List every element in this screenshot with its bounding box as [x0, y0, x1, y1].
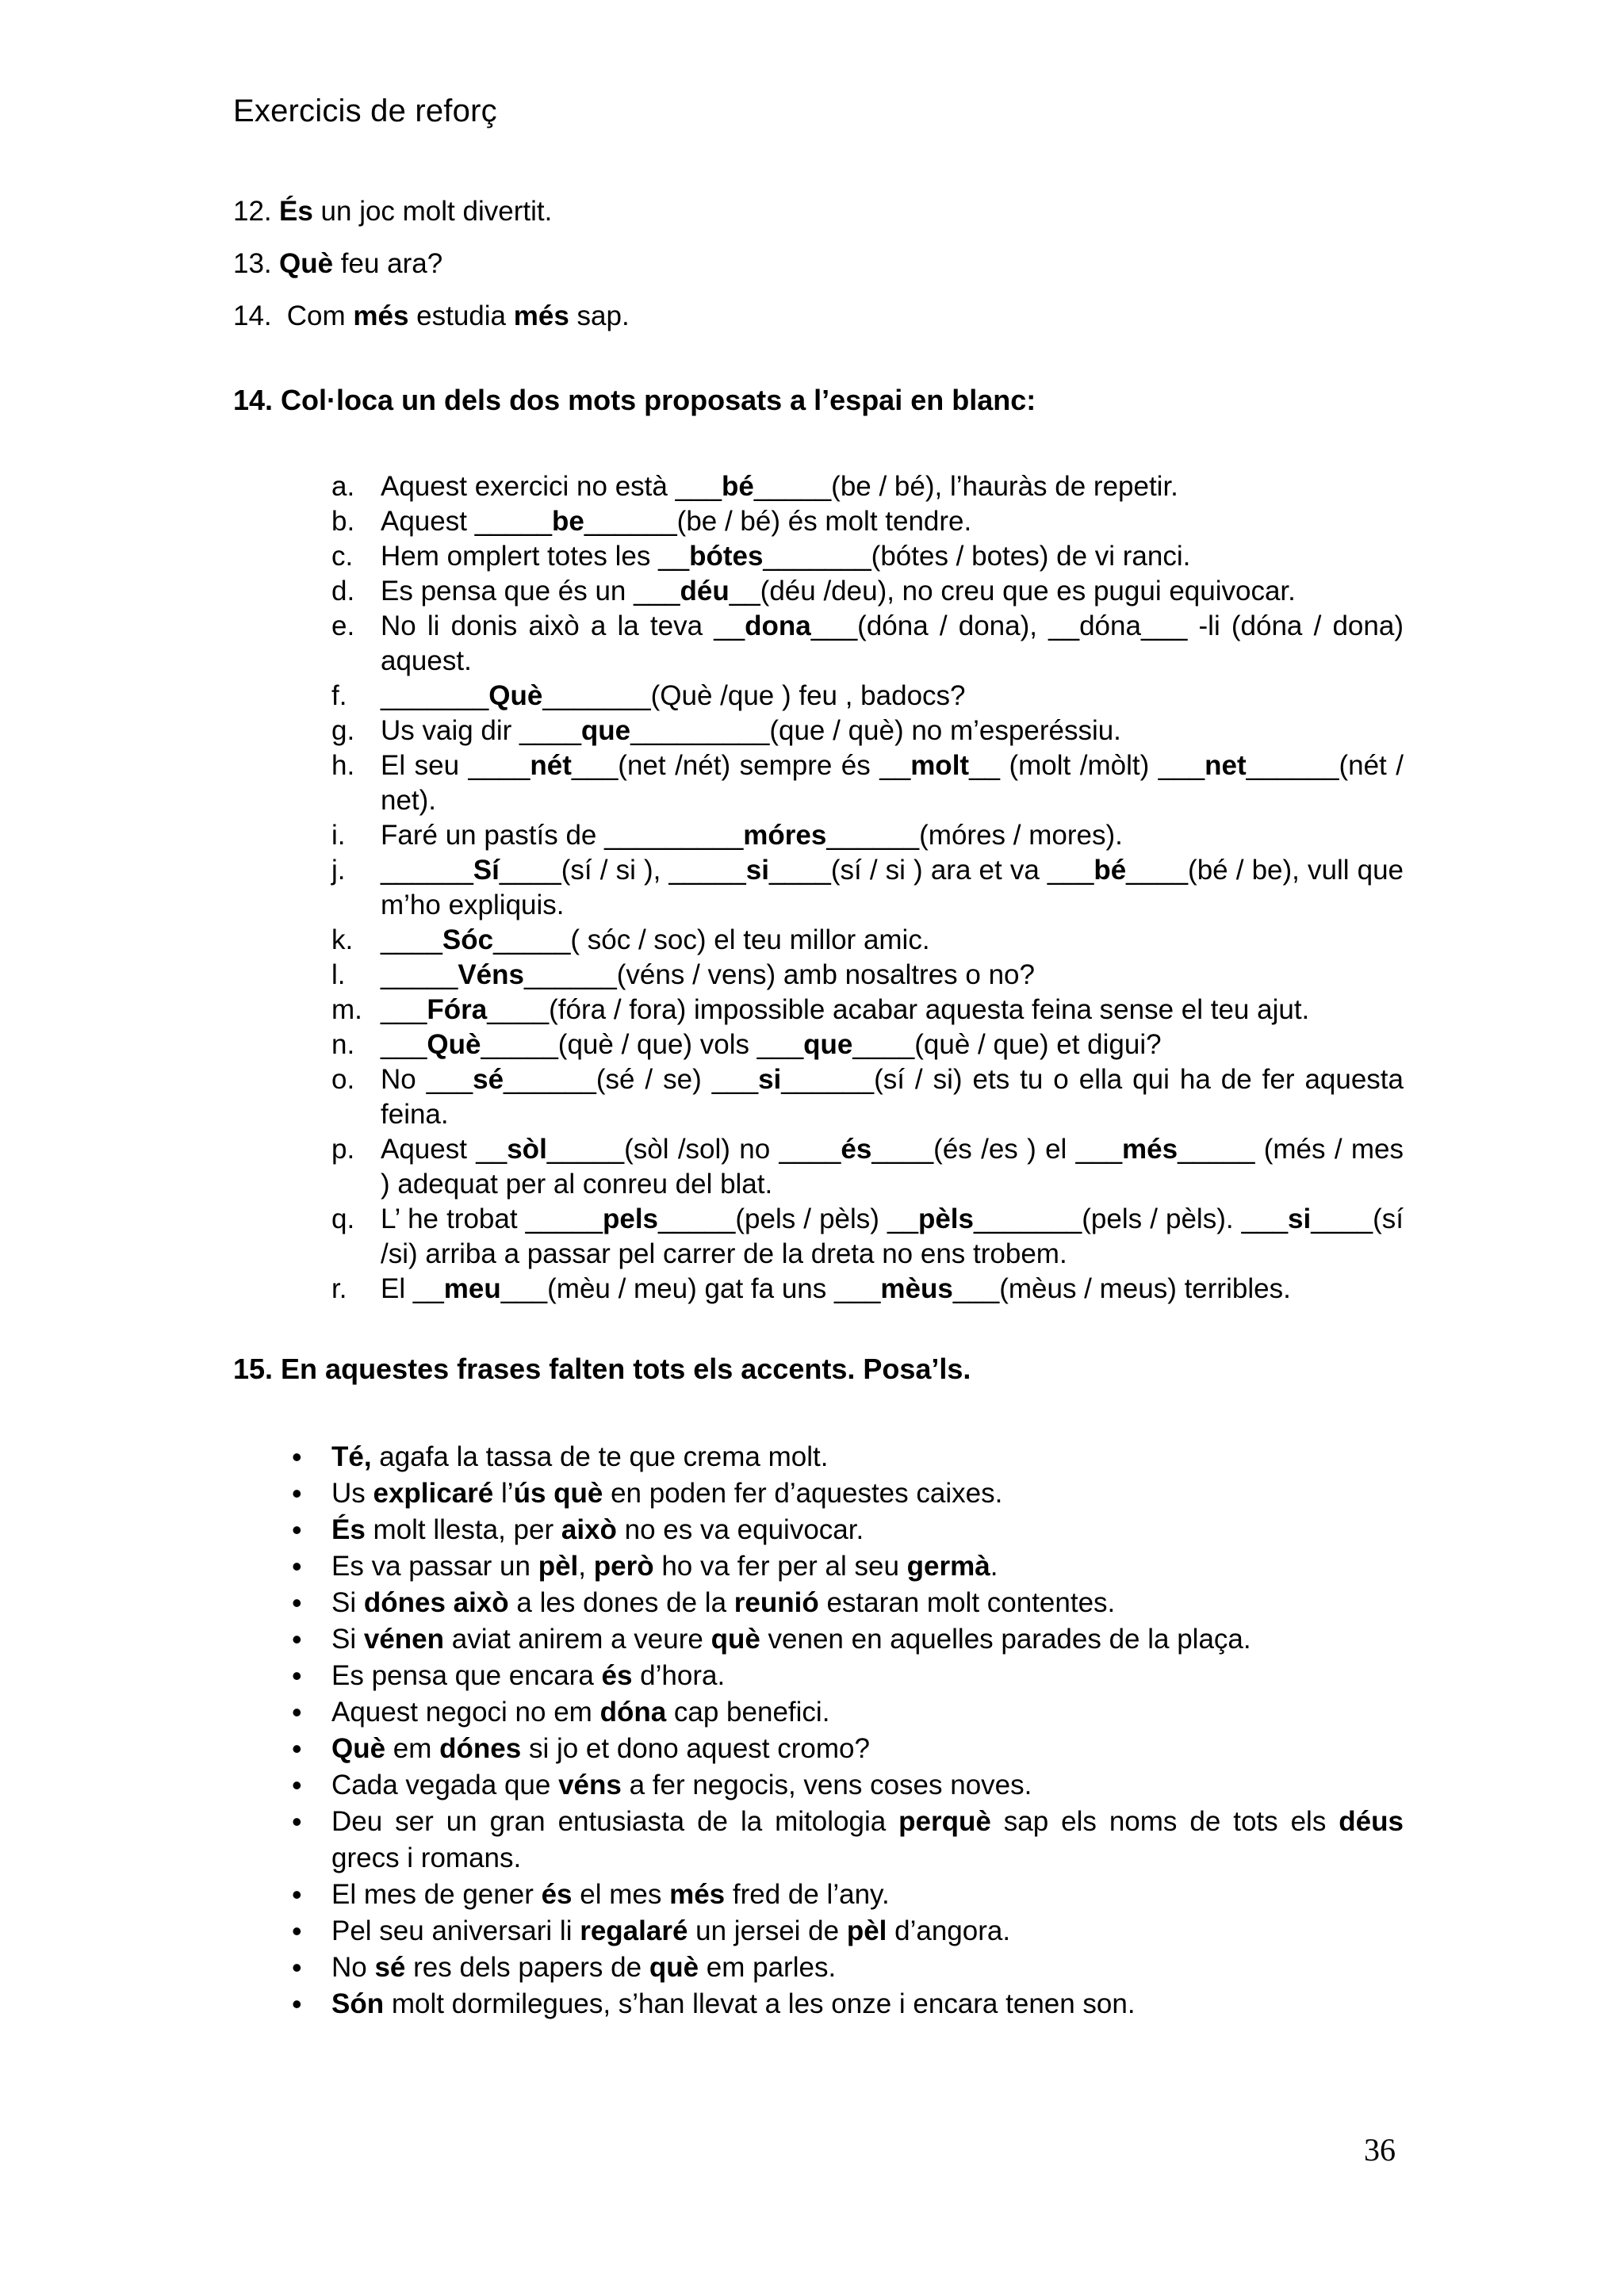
item-letter: e. [331, 610, 355, 641]
section-14-heading: 14. Col·loca un dels dos mots proposats a l’espai en blanc: [233, 384, 1036, 416]
text-segment: . [990, 1551, 998, 1582]
item-letter: q. [331, 1203, 355, 1234]
bold-answer-text: què [649, 1952, 699, 1983]
bold-answer-text: meu [443, 1273, 501, 1304]
text-segment: aviat anirem a veure [444, 1624, 711, 1655]
page-number: 36 [1364, 2132, 1396, 2168]
bullet-item [282, 1475, 1404, 1512]
item-number: 14. [233, 300, 272, 331]
text-segment: ____(bé / be), vull que m’ho expliquis. [381, 855, 1404, 920]
bold-answer-text: és [601, 1660, 633, 1691]
text-segment: __ (molt /mòlt) ___ [969, 750, 1205, 781]
text-segment: ______(móres / mores). [826, 820, 1123, 851]
item-letter: c. [331, 541, 354, 572]
exercise-item [331, 1132, 1404, 1202]
bold-answer-text: dóna [599, 1697, 667, 1728]
bullet-icon: • [292, 1878, 302, 1911]
exercise-item [331, 679, 1404, 714]
text-segment: _____ [381, 959, 458, 990]
text-segment: ____(és /es ) el ___ [871, 1134, 1123, 1165]
section-15-bullet-list [282, 1439, 1404, 2022]
exercise-item [331, 958, 1404, 993]
bold-answer-text: dona [745, 610, 811, 641]
exercise-item [331, 1027, 1404, 1062]
bold-answer-text: bé [1094, 855, 1127, 886]
text-segment: ____(què / que) et digui? [852, 1029, 1162, 1060]
text-segment: sap els noms de tots els [990, 1806, 1339, 1837]
text-segment: ___(mèus / meus) terribles. [952, 1273, 1291, 1304]
bullet-item [282, 1804, 1404, 1877]
bold-answer-text: pèl [538, 1551, 579, 1582]
bold-answer-text: Què [427, 1029, 481, 1060]
text-segment: un joc molt divertit. [312, 196, 553, 227]
bold-answer-text: més [513, 300, 569, 331]
text-segment: cap benefici. [666, 1697, 830, 1728]
page-header: Exercicis de reforç [233, 94, 497, 128]
bold-answer-text: net [1205, 750, 1247, 781]
bold-answer-text: què [710, 1624, 760, 1655]
bullet-icon: • [292, 1696, 302, 1728]
bullet-item [282, 1658, 1404, 1694]
bold-answer-text: Què [488, 680, 543, 711]
text-segment: _____( sóc / soc) el teu millor amic. [493, 924, 930, 955]
bold-answer-text: És [331, 1514, 366, 1545]
item-letter: d. [331, 576, 355, 607]
bullet-item [282, 1767, 1404, 1804]
exercise-item [331, 504, 1404, 539]
bold-answer-text: déus [1339, 1806, 1404, 1837]
bold-answer-text: dónes això [363, 1587, 509, 1618]
text-segment: l’ [493, 1478, 514, 1509]
text-segment: si jo et dono aquest cromo? [521, 1733, 870, 1764]
item-letter: l. [331, 959, 346, 990]
text-segment: ______(nét / net). [381, 750, 1404, 816]
text-segment: Es va passar un [331, 1551, 538, 1582]
bullet-item [282, 1548, 1404, 1585]
text-segment: _____(què / que) vols ___ [481, 1029, 804, 1060]
item-letter: r. [331, 1273, 347, 1304]
bullet-icon: • [292, 1732, 302, 1765]
text-segment: El __ [381, 1273, 444, 1304]
text-segment: agafa la tassa de te que crema molt. [371, 1441, 829, 1472]
text-segment: ______(be / bé) és molt tendre. [584, 506, 972, 537]
text-segment: ___(mèu / meu) gat fa uns ___ [500, 1273, 881, 1304]
bold-answer-text: dónes [439, 1733, 522, 1764]
bold-answer-text: Té, [331, 1441, 372, 1472]
text-segment: ___(dóna / dona), __dóna___ -li (dóna / dona) aquest. [381, 610, 1404, 676]
bold-answer-text: si [1288, 1203, 1312, 1234]
text-segment: No [331, 1952, 375, 1983]
text-segment: grecs i romans. [331, 1843, 522, 1873]
exercise-item [331, 748, 1404, 818]
text-segment: ____ [381, 924, 442, 955]
exercise-item [331, 1062, 1404, 1132]
bold-answer-text: Què [279, 248, 334, 279]
bullet-item [282, 1585, 1404, 1621]
bold-answer-text: Sóc [442, 924, 494, 955]
item-letter: n. [331, 1029, 355, 1060]
text-segment: Us vaig dir ____ [381, 715, 581, 746]
text-segment: _______(pels / pèls). ___ [974, 1203, 1289, 1234]
bullet-item [282, 1439, 1404, 1475]
text-segment: Aquest negoci no em [331, 1697, 600, 1728]
bullet-icon: • [292, 1659, 302, 1692]
text-segment: ______ [381, 855, 473, 886]
text-segment: Si [331, 1624, 364, 1655]
bullet-item [282, 1731, 1404, 1767]
text-segment: ____(sí / si ) ara et va ___ [768, 855, 1094, 886]
exercise-item [331, 818, 1404, 853]
item-letter: k. [331, 924, 354, 955]
item-letter: a. [331, 471, 355, 502]
text-segment: a fer negocis, vens coses noves. [621, 1770, 1032, 1800]
bold-answer-text: que [803, 1029, 853, 1060]
bold-answer-text: més [669, 1879, 726, 1910]
text-segment: em parles. [699, 1952, 837, 1983]
bold-answer-text: que [580, 715, 631, 746]
bold-answer-text: sé [473, 1064, 504, 1095]
text-segment: em [385, 1733, 440, 1764]
bullet-icon: • [292, 1769, 302, 1801]
text-segment: Deu ser un gran entusiasta de la mitologia [331, 1806, 899, 1837]
section-15-heading: 15. En aquestes frases falten tots els accents. Posa’ls. [233, 1353, 971, 1385]
text-segment: en poden fer d’aquestes caixes. [603, 1478, 1003, 1509]
exercise-item [331, 853, 1404, 923]
exercise-item [331, 539, 1404, 574]
bullet-item [282, 1694, 1404, 1731]
text-segment: _________(que / què) no m’esperéssiu. [630, 715, 1121, 746]
bold-answer-text: bé [721, 471, 754, 502]
text-segment: El mes de gener [331, 1879, 542, 1910]
text-segment: _____(be / bé), l’hauràs de repetir. [753, 471, 1178, 502]
bullet-icon: • [292, 1805, 302, 1838]
numbered-item [233, 297, 630, 349]
text-segment: L’ he trobat _____ [381, 1203, 603, 1234]
text-segment: Es pensa que és un ___ [381, 576, 680, 607]
text-segment: sap. [569, 300, 630, 331]
bullet-icon: • [292, 1951, 302, 1984]
bold-answer-text: Què [331, 1733, 386, 1764]
bold-answer-text: regalaré [580, 1915, 688, 1946]
item-letter: i. [331, 820, 346, 851]
exercise-item [331, 993, 1404, 1027]
bold-answer-text: sòl [507, 1134, 547, 1165]
bullet-item [282, 1913, 1404, 1950]
text-segment: Faré un pastís de _________ [381, 820, 744, 851]
bold-answer-text: Véns [458, 959, 524, 990]
bullet-icon: • [292, 1988, 302, 2020]
text-segment: venen en aquelles parades de la plaça. [760, 1624, 1251, 1655]
text-segment: ___ [381, 1029, 427, 1060]
text-segment: No li donis això a la teva __ [381, 610, 745, 641]
bold-answer-text: germà [906, 1551, 990, 1582]
bold-answer-text: bótes [689, 541, 764, 572]
text-segment: d’angora. [887, 1915, 1011, 1946]
bullet-icon: • [292, 1441, 302, 1473]
bold-answer-text: mèus [880, 1273, 953, 1304]
text-segment: No ___ [381, 1064, 473, 1095]
text-segment: Es pensa que encara [331, 1660, 602, 1691]
text-segment: d’hora. [632, 1660, 726, 1691]
exercise-item [331, 1272, 1404, 1307]
text-segment: __(déu /deu), no creu que es pugui equivocar. [729, 576, 1296, 607]
bold-answer-text: Són [331, 1988, 385, 2019]
text-segment: Aquest __ [381, 1134, 508, 1165]
text-segment: ____(sí /si) arriba a passar pel carrer de la dreta no ens trobem. [381, 1203, 1404, 1269]
exercise-item [331, 469, 1404, 504]
text-segment: , [578, 1551, 594, 1582]
exercise-item [331, 574, 1404, 609]
item-letter: f. [331, 680, 347, 711]
text-segment: ____(sí / si ), _____ [499, 855, 746, 886]
item-letter: g. [331, 715, 355, 746]
section-14-exercise-list [331, 469, 1404, 1307]
item-letter: j. [331, 855, 346, 886]
text-segment: Pel seu aniversari li [331, 1915, 580, 1946]
bullet-item [282, 1621, 1404, 1658]
text-segment: estudia [408, 300, 514, 331]
bold-answer-text: Sí [473, 855, 500, 886]
bullet-item [282, 1877, 1404, 1913]
text-segment: estaran molt contentes. [818, 1587, 1116, 1618]
text-segment: ___(net /nét) sempre és __ [571, 750, 911, 781]
bold-answer-text: més [353, 300, 409, 331]
bold-answer-text: Fóra [427, 994, 488, 1025]
text-segment: res dels papers de [405, 1952, 649, 1983]
bullet-icon: • [292, 1915, 302, 1947]
text-segment: molt llesta, per [365, 1514, 561, 1545]
bold-answer-text: véns [558, 1770, 622, 1800]
numbered-list [233, 192, 630, 349]
numbered-item [233, 244, 630, 297]
bullet-icon: • [292, 1623, 302, 1655]
bold-answer-text: perquè [898, 1806, 991, 1837]
bold-answer-text: be [552, 506, 584, 537]
bullet-item [282, 1950, 1404, 1986]
bold-answer-text: vénen [363, 1624, 445, 1655]
exercise-item [331, 1202, 1404, 1272]
bold-answer-text: És [279, 196, 313, 227]
text-segment: _____(pels / pèls) __ [658, 1203, 918, 1234]
bold-answer-text: ús què [513, 1478, 603, 1509]
bold-answer-text: és [541, 1879, 573, 1910]
bold-answer-text: reunió [733, 1587, 819, 1618]
bullet-icon: • [292, 1477, 302, 1510]
bold-answer-text: déu [680, 576, 730, 607]
item-number: 12. [233, 196, 272, 227]
exercise-item [331, 923, 1404, 958]
text-segment: no es va equivocar. [616, 1514, 864, 1545]
bold-answer-text: és [841, 1134, 872, 1165]
text-segment: Si [331, 1587, 364, 1618]
bold-answer-text: però [593, 1551, 654, 1582]
text-segment: ______(sé / se) ___ [504, 1064, 759, 1095]
text-segment: Hem omplert totes les __ [381, 541, 690, 572]
text-segment: ______(sí / si) ets tu o ella qui ha de fer aquesta feina. [381, 1064, 1404, 1130]
bullet-item [282, 1512, 1404, 1548]
text-segment: _______(bótes / botes) de vi ranci. [763, 541, 1191, 572]
text-segment: ho va fer per al seu [653, 1551, 907, 1582]
item-letter: b. [331, 506, 355, 537]
text-segment: _______(Què /que ) feu , badocs? [542, 680, 966, 711]
item-letter: m. [331, 994, 362, 1025]
text-segment: El seu ____ [381, 750, 530, 781]
text-segment: ______(véns / vens) amb nosaltres o no? [523, 959, 1035, 990]
text-segment: _____ (més / mes ) adequat per al conreu del blat. [381, 1134, 1404, 1200]
bold-answer-text: pèl [846, 1915, 887, 1946]
bold-answer-text: molt [910, 750, 970, 781]
text-segment: Cada vegada que [331, 1770, 559, 1800]
numbered-item [233, 192, 630, 244]
bullet-icon: • [292, 1550, 302, 1582]
text-segment: ____(fóra / fora) impossible acabar aquesta feina sense el teu ajut. [487, 994, 1310, 1025]
bold-answer-text: més [1122, 1134, 1178, 1165]
bullet-icon: • [292, 1586, 302, 1619]
text-segment: Com [279, 300, 354, 331]
text-segment: el mes [572, 1879, 670, 1910]
text-segment: molt dormilegues, s’han llevat a les onze i encara tenen son. [384, 1988, 1136, 2019]
bold-answer-text: nét [530, 750, 572, 781]
bold-answer-text: pèls [917, 1203, 974, 1234]
text-segment: Us [331, 1478, 373, 1509]
item-letter: h. [331, 750, 355, 781]
item-number: 13. [233, 248, 272, 279]
text-segment: _______ [381, 680, 489, 711]
bold-answer-text: pels [602, 1203, 659, 1234]
text-segment: Aquest exercici no està ___ [381, 471, 722, 502]
bullet-icon: • [292, 1513, 302, 1546]
text-segment: a les dones de la [508, 1587, 734, 1618]
exercise-item [331, 714, 1404, 748]
item-letter: p. [331, 1134, 355, 1165]
text-segment: _____(sòl /sol) no ____ [546, 1134, 841, 1165]
bold-answer-text: sé [374, 1952, 406, 1983]
bold-answer-text: explicaré [373, 1478, 494, 1509]
text-segment: feu ara? [333, 248, 443, 279]
bullet-item [282, 1986, 1404, 2022]
text-segment: fred de l’any. [725, 1879, 890, 1910]
bold-answer-text: si [758, 1064, 782, 1095]
text-segment: un jersei de [688, 1915, 847, 1946]
exercise-item [331, 609, 1404, 679]
item-letter: o. [331, 1064, 355, 1095]
bold-answer-text: móres [743, 820, 827, 851]
bold-answer-text: si [745, 855, 769, 886]
text-segment: Aquest _____ [381, 506, 553, 537]
text-segment: ___ [381, 994, 427, 1025]
bold-answer-text: això [561, 1514, 617, 1545]
